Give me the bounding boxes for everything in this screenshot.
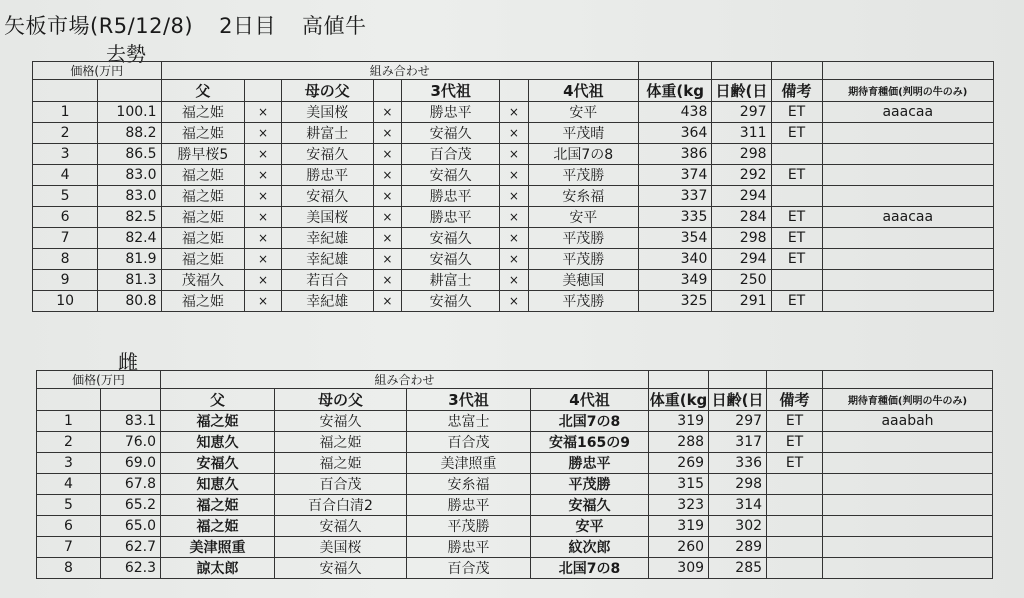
price-cell: 62.7 [101,537,161,558]
expected-value-cell [823,558,993,579]
expected-value-cell [823,453,993,474]
row-number: 7 [37,537,101,558]
gen4-cell: 平茂勝 [528,291,638,312]
age-cell: 289 [709,537,767,558]
age-cell: 294 [712,186,771,207]
expected-value-cell [823,432,993,453]
age-cell: 292 [712,165,771,186]
cross-mark: × [373,291,402,312]
age-cell: 311 [712,123,771,144]
heifer-table [36,370,993,579]
cross-mark: × [245,186,282,207]
row-number: 2 [37,432,101,453]
sire-cell: 福之姫 [161,123,245,144]
price-cell: 88.2 [98,123,161,144]
sire-cell: 福之姫 [161,207,245,228]
gen4-cell: 北国7の8 [528,144,638,165]
row-number: 8 [37,558,101,579]
gen4-cell: 勝忠平 [531,453,649,474]
expected-value-cell [822,186,993,207]
weight-cell: 374 [638,165,711,186]
title-day: 2日目 [219,14,276,38]
expected-value-cell [823,495,993,516]
expected-value-cell [823,516,993,537]
price-cell: 81.3 [98,270,161,291]
gen3-cell: 安福久 [402,249,500,270]
age-cell: 250 [712,270,771,291]
price-cell: 65.0 [101,516,161,537]
note-cell [767,558,823,579]
header-weight: 体重(kg [638,80,711,102]
gen4-cell: 安平 [531,516,649,537]
cross-mark: × [500,270,529,291]
gen4-cell: 北国7の8 [531,411,649,432]
table-row [33,291,994,312]
header-note: 備考 [771,80,822,102]
note-cell [771,270,822,291]
note-cell [767,537,823,558]
sire-cell: 福之姫 [161,186,245,207]
gen3-cell: 勝忠平 [407,537,531,558]
cross-mark: × [373,123,402,144]
price-cell: 81.9 [98,249,161,270]
note-cell: ET [767,411,823,432]
cross-mark: × [245,249,282,270]
age-cell: 336 [709,453,767,474]
gen3-cell: 百合茂 [402,144,500,165]
gen4-cell: 紋次郎 [531,537,649,558]
price-cell: 82.4 [98,228,161,249]
cross-mark: × [500,186,529,207]
header-price: 価格(万円 [37,371,161,389]
maternal-sire-cell: 幸紀雄 [281,291,373,312]
gen4-cell: 安福165の9 [531,432,649,453]
expected-value-cell: aaacaa [822,102,993,123]
price-cell: 83.0 [98,186,161,207]
expected-value-cell [822,123,993,144]
sire-cell: 福之姫 [161,165,245,186]
gen3-cell: 安福久 [402,228,500,249]
weight-cell: 354 [638,228,711,249]
age-cell: 297 [712,102,771,123]
sire-cell: 安福久 [161,453,275,474]
expected-value-cell [823,474,993,495]
expected-value-cell: aaacaa [822,207,993,228]
maternal-sire-cell: 美国桜 [281,102,373,123]
steer-table [32,61,994,312]
maternal-sire-cell: 福之姫 [275,453,407,474]
sire-cell: 知恵久 [161,474,275,495]
sire-cell: 勝早桜5 [161,144,245,165]
note-cell: ET [771,165,822,186]
price-cell: 83.1 [101,411,161,432]
weight-cell: 337 [638,186,711,207]
price-cell: 100.1 [98,102,161,123]
cross-mark: × [373,249,402,270]
maternal-sire-cell: 勝忠平 [281,165,373,186]
maternal-sire-cell: 安福久 [275,516,407,537]
note-cell [771,144,822,165]
row-number: 6 [37,516,101,537]
table-row [37,516,993,537]
row-number: 9 [33,270,98,291]
note-cell [767,474,823,495]
cross-mark: × [245,291,282,312]
gen3-cell: 美津照重 [407,453,531,474]
age-cell: 285 [709,558,767,579]
header-gen4: 4代祖 [531,389,649,411]
gen4-cell: 平茂勝 [528,165,638,186]
note-cell: ET [771,102,822,123]
section-heading-steers: 去勢 [106,42,146,66]
cross-mark: × [500,291,529,312]
price-cell: 80.8 [98,291,161,312]
gen3-cell: 安糸福 [407,474,531,495]
maternal-sire-cell: 安福久 [281,144,373,165]
cross-mark: × [373,144,402,165]
maternal-sire-cell: 美国桜 [281,207,373,228]
maternal-sire-cell: 安福久 [281,186,373,207]
table-row [37,537,993,558]
sire-cell: 福之姫 [161,228,245,249]
age-cell: 317 [709,432,767,453]
header-expected: 期待育種価(判明の牛のみ) [822,80,993,102]
price-cell: 82.5 [98,207,161,228]
sire-cell: 福之姫 [161,495,275,516]
weight-cell: 386 [638,144,711,165]
maternal-sire-cell: 幸紀雄 [281,228,373,249]
row-number: 8 [33,249,98,270]
gen3-cell: 耕富士 [402,270,500,291]
header-age: 日齢(日 [709,389,767,411]
gen3-cell: 安福久 [402,165,500,186]
maternal-sire-cell: 若百合 [281,270,373,291]
table-row [37,432,993,453]
header-gen4: 4代祖 [528,80,638,102]
table-row [33,165,994,186]
gen4-cell: 安平 [528,102,638,123]
header-note: 備考 [767,389,823,411]
sire-cell: 福之姫 [161,102,245,123]
row-number: 2 [33,123,98,144]
maternal-sire-cell: 美国桜 [275,537,407,558]
gen3-cell: 百合茂 [407,432,531,453]
gen3-cell: 勝忠平 [402,102,500,123]
maternal-sire-cell: 百合白清2 [275,495,407,516]
table-row [33,249,994,270]
title-market: 矢板市場(R5/12/8) [4,14,194,38]
cross-mark: × [245,228,282,249]
row-number: 1 [33,102,98,123]
gen4-cell: 平茂勝 [531,474,649,495]
gen4-cell: 安糸福 [528,186,638,207]
age-cell: 302 [709,516,767,537]
maternal-sire-cell: 安福久 [275,558,407,579]
header-sire: 父 [161,389,275,411]
gen3-cell: 勝忠平 [402,207,500,228]
weight-cell: 309 [649,558,709,579]
gen3-cell: 百合茂 [407,558,531,579]
row-number: 10 [33,291,98,312]
cross-mark: × [500,123,529,144]
row-number: 6 [33,207,98,228]
row-number: 5 [33,186,98,207]
gen3-cell: 平茂勝 [407,516,531,537]
header-price: 価格(万円 [33,62,162,80]
gen3-cell: 忠富士 [407,411,531,432]
row-number: 4 [37,474,101,495]
gen3-cell: 安福久 [402,291,500,312]
weight-cell: 323 [649,495,709,516]
steer-header-row-2 [33,80,994,102]
price-cell: 62.3 [101,558,161,579]
gen4-cell: 平茂晴 [528,123,638,144]
header-maternal-sire: 母の父 [275,389,407,411]
weight-cell: 319 [649,516,709,537]
gen4-cell: 平茂勝 [528,249,638,270]
row-number: 5 [37,495,101,516]
sire-cell: 諒太郎 [161,558,275,579]
header-sire: 父 [161,80,245,102]
expected-value-cell [822,270,993,291]
expected-value-cell: aaabah [823,411,993,432]
expected-value-cell [822,228,993,249]
price-cell: 86.5 [98,144,161,165]
weight-cell: 438 [638,102,711,123]
header-combo: 組み合わせ [161,62,638,80]
weight-cell: 349 [638,270,711,291]
note-cell [767,516,823,537]
price-cell: 67.8 [101,474,161,495]
cross-mark: × [245,165,282,186]
note-cell: ET [771,249,822,270]
cross-mark: × [500,165,529,186]
expected-value-cell [823,537,993,558]
table-row [33,228,994,249]
sire-cell: 福之姫 [161,411,275,432]
header-gen3: 3代祖 [402,80,500,102]
gen4-cell: 安福久 [531,495,649,516]
heifer-header-row-2 [37,389,993,411]
cross-mark: × [373,228,402,249]
maternal-sire-cell: 安福久 [275,411,407,432]
cross-mark: × [245,144,282,165]
age-cell: 314 [709,495,767,516]
cross-mark: × [500,207,529,228]
cross-mark: × [500,144,529,165]
title-label: 高値牛 [301,14,367,38]
age-cell: 298 [709,474,767,495]
weight-cell: 364 [638,123,711,144]
cross-mark: × [500,228,529,249]
age-cell: 297 [709,411,767,432]
sire-cell: 美津照重 [161,537,275,558]
age-cell: 291 [712,291,771,312]
weight-cell: 340 [638,249,711,270]
header-expected: 期待育種価(判明の牛のみ) [823,389,993,411]
table-row [33,186,994,207]
note-cell: ET [767,453,823,474]
note-cell: ET [771,228,822,249]
note-cell [771,186,822,207]
steer-header-row-1 [33,62,994,80]
weight-cell: 269 [649,453,709,474]
maternal-sire-cell: 福之姫 [275,432,407,453]
age-cell: 298 [712,228,771,249]
note-cell: ET [771,123,822,144]
note-cell: ET [767,432,823,453]
note-cell: ET [771,207,822,228]
sire-cell: 知恵久 [161,432,275,453]
price-cell: 76.0 [101,432,161,453]
cross-mark: × [373,165,402,186]
note-cell: ET [771,291,822,312]
header-combo: 組み合わせ [161,371,649,389]
cross-mark: × [245,123,282,144]
cross-mark: × [373,207,402,228]
maternal-sire-cell: 百合茂 [275,474,407,495]
table-row [37,558,993,579]
cross-mark: × [245,207,282,228]
weight-cell: 335 [638,207,711,228]
heifer-header-row-1 [37,371,993,389]
table-row [33,270,994,291]
maternal-sire-cell: 耕富士 [281,123,373,144]
row-number: 4 [33,165,98,186]
cross-mark: × [245,270,282,291]
sire-cell: 茂福久 [161,270,245,291]
age-cell: 294 [712,249,771,270]
maternal-sire-cell: 幸紀雄 [281,249,373,270]
gen4-cell: 安平 [528,207,638,228]
weight-cell: 288 [649,432,709,453]
cross-mark: × [500,249,529,270]
row-number: 7 [33,228,98,249]
age-cell: 284 [712,207,771,228]
page-title [4,10,392,40]
cross-mark: × [500,102,529,123]
expected-value-cell [822,144,993,165]
cross-mark: × [373,102,402,123]
table-row [33,144,994,165]
price-cell: 65.2 [101,495,161,516]
gen3-cell: 安福久 [402,123,500,144]
weight-cell: 319 [649,411,709,432]
expected-value-cell [822,291,993,312]
table-row [37,453,993,474]
price-cell: 69.0 [101,453,161,474]
table-row [33,207,994,228]
row-number: 3 [33,144,98,165]
section-heading-heifers: 雌 [118,350,138,374]
header-weight: 体重(kg [649,389,709,411]
expected-value-cell [822,249,993,270]
heifer-table-body [37,411,993,579]
weight-cell: 325 [638,291,711,312]
cross-mark: × [373,186,402,207]
header-gen3: 3代祖 [407,389,531,411]
weight-cell: 260 [649,537,709,558]
gen4-cell: 北国7の8 [531,558,649,579]
steer-table-body [33,102,994,312]
weight-cell: 315 [649,474,709,495]
header-maternal-sire: 母の父 [281,80,373,102]
header-age: 日齢(日 [712,80,771,102]
gen3-cell: 勝忠平 [402,186,500,207]
table-row [37,495,993,516]
row-number: 3 [37,453,101,474]
table-row [33,102,994,123]
gen4-cell: 美穂国 [528,270,638,291]
sire-cell: 福之姫 [161,516,275,537]
row-number: 1 [37,411,101,432]
cross-mark: × [245,102,282,123]
age-cell: 298 [712,144,771,165]
gen3-cell: 勝忠平 [407,495,531,516]
expected-value-cell [822,165,993,186]
sire-cell: 福之姫 [161,291,245,312]
sire-cell: 福之姫 [161,249,245,270]
table-row [37,411,993,432]
table-row [37,474,993,495]
table-row [33,123,994,144]
note-cell [767,495,823,516]
gen4-cell: 平茂勝 [528,228,638,249]
cross-mark: × [373,270,402,291]
price-cell: 83.0 [98,165,161,186]
